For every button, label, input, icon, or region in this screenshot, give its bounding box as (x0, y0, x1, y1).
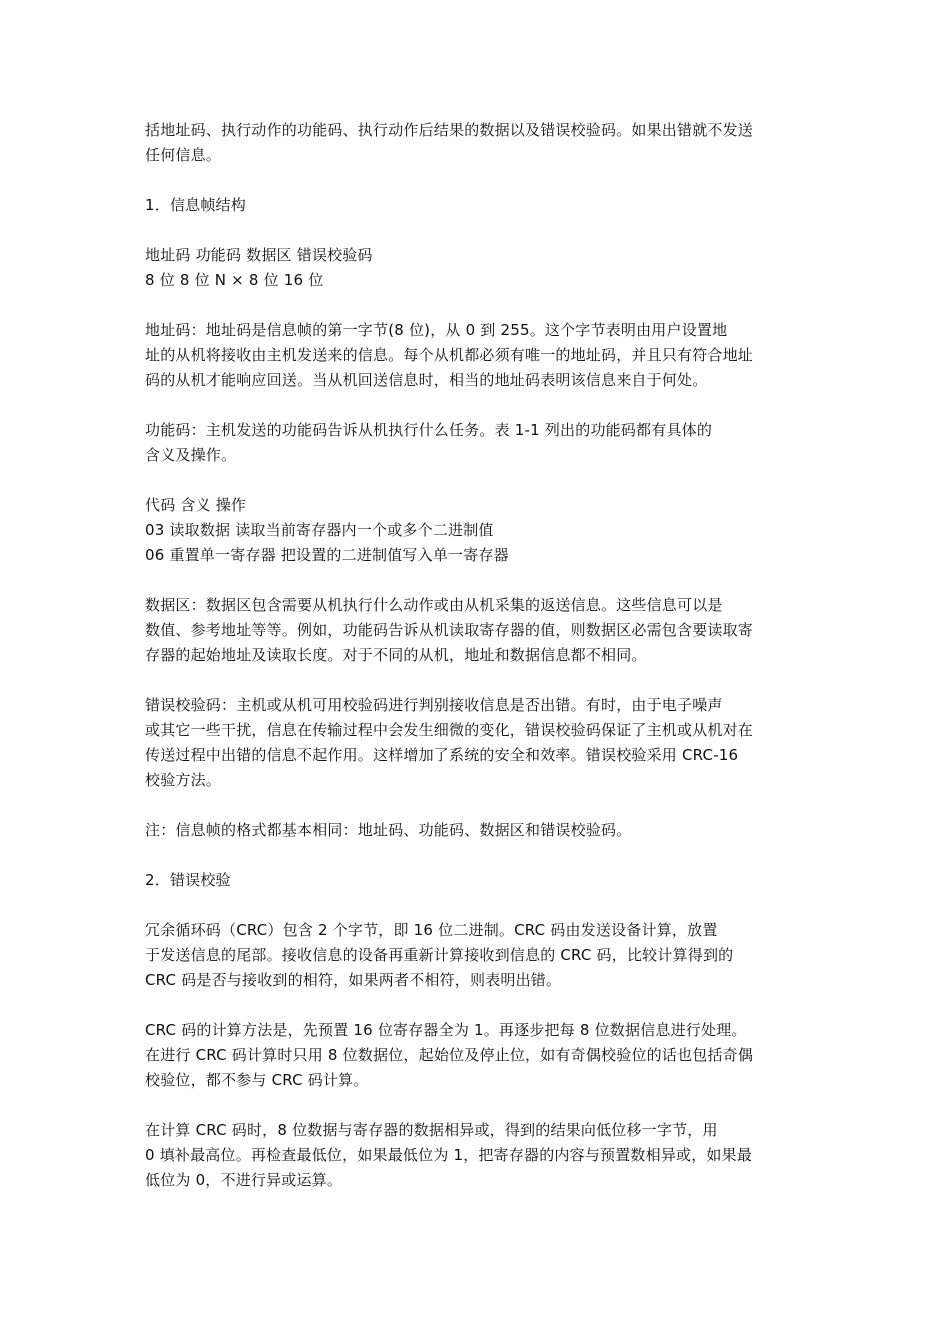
paragraph-error-check-code (145, 693, 810, 793)
table-header-row: 地址码 功能码 数据区 错误校验码 (145, 246, 373, 264)
paragraph-gap (145, 893, 810, 918)
section-heading: 1．信息帧结构 (145, 196, 246, 214)
paragraph-function-code (145, 418, 810, 468)
paragraph-gap (145, 168, 810, 193)
frame-structure-table (145, 243, 810, 293)
text-line: 校验位，都不参与 CRC 码计算。 (145, 1071, 369, 1089)
paragraph-intro-continuation (145, 118, 810, 168)
paragraph-crc-method (145, 1018, 810, 1093)
text-line: 功能码：主机发送的功能码告诉从机执行什么任务。表 1-1 列出的功能码都有具体的 (145, 421, 713, 439)
text-line: CRC 码的计算方法是，先预置 16 位寄存器全为 1。再逐步把每 8 位数据信息进行处理。 (145, 1021, 747, 1039)
paragraph-gap (145, 468, 810, 493)
paragraph-crc-calculation (145, 1118, 810, 1193)
text-line: 数据区：数据区包含需要从机执行什么动作或由从机采集的返送信息。这些信息可以是 (145, 596, 723, 614)
table-row: 03 读取数据 读取当前寄存器内一个或多个二进制值 (145, 521, 494, 539)
function-code-table (145, 493, 810, 568)
text-line: 在计算 CRC 码时，8 位数据与寄存器的数据相异或，得到的结果向低位移一字节，用 (145, 1121, 718, 1139)
text-line: 地址码：地址码是信息帧的第一字节(8 位)，从 0 到 255。这个字节表明由用户设置地 (145, 321, 728, 339)
text-line: 任何信息。 (145, 146, 222, 164)
text-line: 在进行 CRC 码计算时只用 8 位数据位，起始位及停止位，如有奇偶校验位的话也包括奇偶 (145, 1046, 754, 1064)
text-line: 含义及操作。 (145, 446, 237, 464)
table-header-row: 代码 含义 操作 (145, 496, 247, 514)
text-line: 校验方法。 (145, 771, 222, 789)
text-line: 注：信息帧的格式都基本相同：地址码、功能码、数据区和错误校验码。 (145, 821, 632, 839)
text-line: CRC 码是否与接收到的相符，如果两者不相符，则表明出错。 (145, 971, 562, 989)
document-page (145, 118, 810, 1193)
heading-error-check (145, 868, 810, 893)
paragraph-gap (145, 793, 810, 818)
paragraph-gap (145, 1093, 810, 1118)
paragraph-address-code (145, 318, 810, 393)
text-line: 错误校验码：主机或从机可用校验码进行判别接收信息是否出错。有时，由于电子噪声 (145, 696, 723, 714)
paragraph-data-area (145, 593, 810, 668)
text-line: 或其它一些干扰，信息在传输过程中会发生细微的变化，错误校验码保证了主机或从机对在 (145, 721, 754, 739)
text-line: 于发送信息的尾部。接收信息的设备再重新计算接收到信息的 CRC 码，比较计算得到的 (145, 946, 734, 964)
text-line: 冗余循环码（CRC）包含 2 个字节，即 16 位二进制。CRC 码由发送设备计算，放置 (145, 921, 718, 939)
section-heading: 2．错误校验 (145, 871, 231, 889)
paragraph-gap (145, 568, 810, 593)
paragraph-gap (145, 668, 810, 693)
note-paragraph (145, 818, 810, 843)
text-line: 数值、参考地址等等。例如，功能码告诉从机读取寄存器的值，则数据区必需包含要读取寄 (145, 621, 754, 639)
paragraph-gap (145, 218, 810, 243)
table-row: 8 位 8 位 N × 8 位 16 位 (145, 271, 324, 289)
paragraph-gap (145, 293, 810, 318)
text-line: 码的从机才能响应回送。当从机回送信息时，相当的地址码表明该信息来自于何处。 (145, 371, 708, 389)
text-line: 存器的起始地址及读取长度。对于不同的从机，地址和数据信息都不相同。 (145, 646, 647, 664)
text-line: 低位为 0，不进行异或运算。 (145, 1171, 343, 1189)
text-line: 0 填补最高位。再检查最低位，如果最低位为 1，把寄存器的内容与预置数相异或，如果最 (145, 1146, 753, 1164)
table-row: 06 重置单一寄存器 把设置的二进制值写入单一寄存器 (145, 546, 509, 564)
heading-frame-structure (145, 193, 810, 218)
text-line: 传送过程中出错的信息不起作用。这样增加了系统的安全和效率。错误校验采用 CRC-16 (145, 746, 739, 764)
paragraph-gap (145, 993, 810, 1018)
paragraph-gap (145, 843, 810, 868)
text-line: 括地址码、执行动作的功能码、执行动作后结果的数据以及错误校验码。如果出错就不发送 (145, 121, 754, 139)
text-line: 址的从机将接收由主机发送来的信息。每个从机都必须有唯一的地址码，并且只有符合地址 (145, 346, 754, 364)
paragraph-gap (145, 393, 810, 418)
paragraph-crc-intro (145, 918, 810, 993)
